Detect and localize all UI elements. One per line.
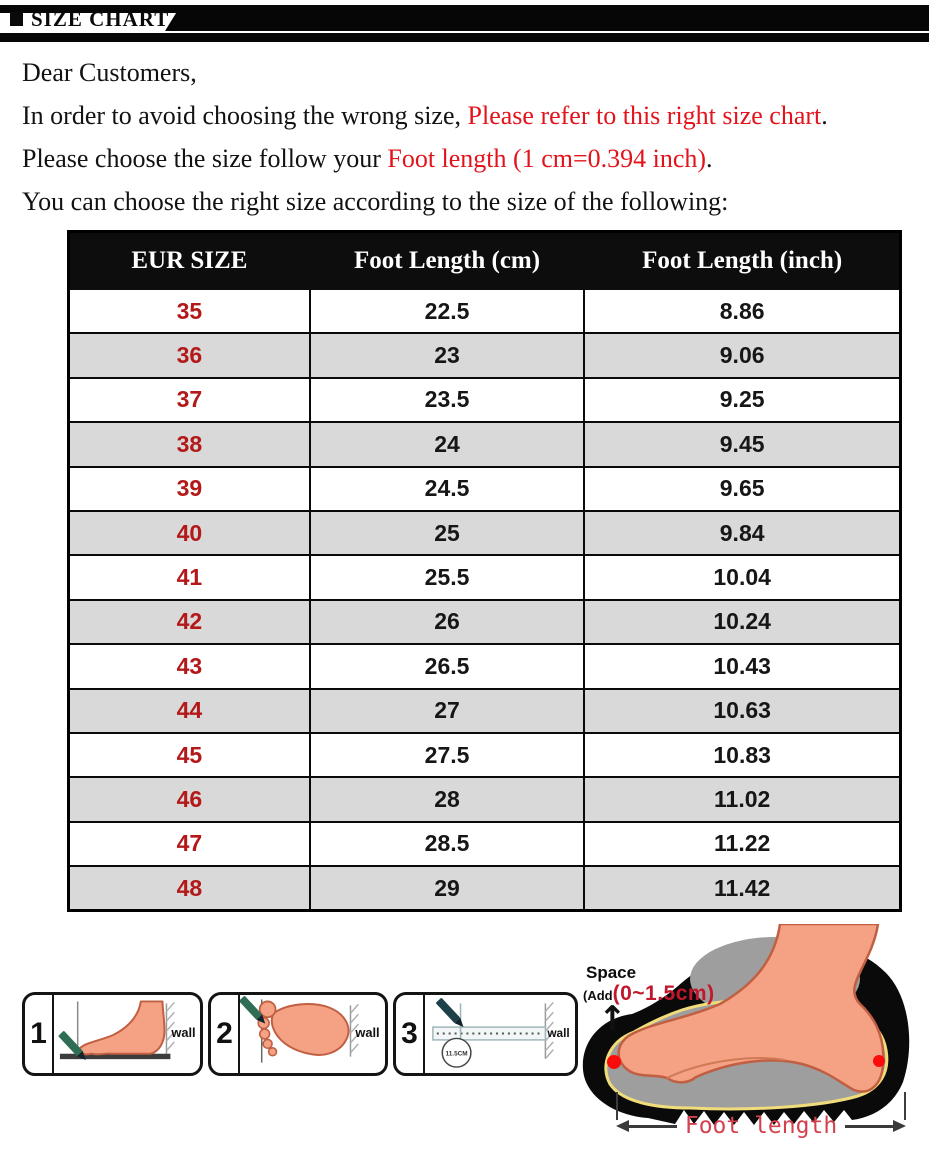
step-number: 1 bbox=[25, 995, 54, 1073]
foot-length-cell: 27 bbox=[310, 689, 585, 733]
foot-length-cell: 26.5 bbox=[310, 644, 585, 688]
foot-length-cell: 9.84 bbox=[584, 511, 900, 555]
table-row bbox=[69, 733, 901, 777]
banner-bottom-bar bbox=[0, 33, 929, 42]
eur-size-cell: 43 bbox=[69, 644, 310, 688]
eur-size-cell: 42 bbox=[69, 600, 310, 644]
table-row bbox=[69, 822, 901, 866]
step3-ruler-illustration bbox=[425, 995, 575, 1073]
eur-size-cell: 38 bbox=[69, 422, 310, 466]
foot-length-cell: 22.5 bbox=[310, 289, 585, 333]
foot-length-cell: 23.5 bbox=[310, 378, 585, 422]
foot-length-measure bbox=[616, 1114, 906, 1138]
intro-text bbox=[0, 44, 935, 217]
table-row bbox=[69, 422, 901, 466]
pencil-icon bbox=[436, 998, 467, 1030]
banner-wedge bbox=[165, 5, 929, 31]
foot-length-cell: 8.86 bbox=[584, 289, 900, 333]
eur-size-cell: 41 bbox=[69, 555, 310, 599]
measuring-instructions bbox=[0, 924, 935, 1165]
wall-label: wall bbox=[547, 1026, 570, 1041]
space-label: Space bbox=[586, 963, 637, 983]
foot-length-cell: 10.63 bbox=[584, 689, 900, 733]
arrow-right-icon bbox=[893, 1120, 906, 1132]
wall-label: wall bbox=[171, 1025, 196, 1041]
foot-length-cell: 29 bbox=[310, 866, 585, 911]
eur-size-cell: 44 bbox=[69, 689, 310, 733]
eur-size-cell: 35 bbox=[69, 289, 310, 333]
foot-side-icon bbox=[79, 1002, 164, 1055]
banner bbox=[0, 0, 935, 44]
banner-title-wrap bbox=[10, 7, 170, 31]
measure-line bbox=[845, 1125, 893, 1128]
foot-length-cell: 24.5 bbox=[310, 467, 585, 511]
foot-length-cell: 27.5 bbox=[310, 733, 585, 777]
foot-length-cell: 24 bbox=[310, 422, 585, 466]
advice-line-2: Please choose the size follow your Foot length (1 cm=0.394 inch). bbox=[22, 144, 713, 173]
eur-size-cell: 45 bbox=[69, 733, 310, 777]
eur-size-cell: 39 bbox=[69, 467, 310, 511]
eur-size-cell: 40 bbox=[69, 511, 310, 555]
table-row bbox=[69, 600, 901, 644]
col-header-foot-length-cm: Foot Length (cm) bbox=[310, 232, 585, 290]
toe-point-dot bbox=[607, 1055, 621, 1069]
foot-length-cell: 28.5 bbox=[310, 822, 585, 866]
toe bbox=[263, 1040, 272, 1049]
toe bbox=[269, 1048, 277, 1056]
toe bbox=[260, 1030, 270, 1040]
foot-length-cell: 10.04 bbox=[584, 555, 900, 599]
advice-line-1-highlight: Please refer to this right size chart bbox=[467, 101, 822, 130]
table-row bbox=[69, 378, 901, 422]
greeting-line: Dear Customers, bbox=[22, 58, 197, 87]
col-header-foot-length-inch: Foot Length (inch) bbox=[584, 232, 900, 290]
advice-line-3: You can choose the right size according to the size of the following: bbox=[22, 187, 729, 216]
foot-length-cell: 26 bbox=[310, 600, 585, 644]
foot-length-cell: 9.25 bbox=[584, 378, 900, 422]
foot-length-label: Foot length bbox=[684, 1113, 838, 1140]
foot-top-icon bbox=[272, 1005, 349, 1056]
foot-length-cell: 9.65 bbox=[584, 467, 900, 511]
step-box-2 bbox=[208, 992, 388, 1076]
up-arrow-icon: ↑ bbox=[598, 999, 627, 1040]
table-row bbox=[69, 777, 901, 821]
foot-length-cell: 9.06 bbox=[584, 333, 900, 377]
foot-length-cell: 9.45 bbox=[584, 422, 900, 466]
size-table-body bbox=[69, 289, 901, 911]
foot-length-cell: 23 bbox=[310, 333, 585, 377]
table-row bbox=[69, 467, 901, 511]
foot-length-cell: 25 bbox=[310, 511, 585, 555]
foot-length-cell: 11.22 bbox=[584, 822, 900, 866]
measure-end-tick bbox=[904, 1092, 906, 1120]
eur-size-cell: 46 bbox=[69, 777, 310, 821]
table-row bbox=[69, 866, 901, 911]
eur-size-cell: 37 bbox=[69, 378, 310, 422]
step2-foot-top-illustration bbox=[240, 995, 385, 1073]
add-label: (Add bbox=[583, 988, 613, 1004]
table-row bbox=[69, 289, 901, 333]
foot-length-cell: 11.42 bbox=[584, 866, 900, 911]
foot-length-cell: 10.83 bbox=[584, 733, 900, 777]
advice-line-1: In order to avoid choosing the wrong size, Please refer to this right size chart. bbox=[22, 101, 828, 130]
step-box-1 bbox=[22, 992, 203, 1076]
table-row bbox=[69, 555, 901, 599]
ruler-measure-label: 11.5CM bbox=[445, 1051, 468, 1059]
foot-length-cell: 28 bbox=[310, 777, 585, 821]
table-row bbox=[69, 333, 901, 377]
range-label: (0~1.5cm) bbox=[612, 982, 715, 1006]
measure-line bbox=[629, 1125, 677, 1128]
square-bullet-icon bbox=[10, 12, 23, 26]
step-number: 3 bbox=[396, 995, 425, 1073]
foot-length-cell: 10.43 bbox=[584, 644, 900, 688]
advice-line-2-highlight: Foot length (1 cm=0.394 inch) bbox=[387, 144, 707, 173]
table-row bbox=[69, 689, 901, 733]
foot-length-cell: 11.02 bbox=[584, 777, 900, 821]
arrow-left-icon bbox=[616, 1120, 629, 1132]
wall-label: wall bbox=[355, 1025, 380, 1041]
foot-length-cell: 25.5 bbox=[310, 555, 585, 599]
table-row bbox=[69, 644, 901, 688]
foot-length-cell: 10.24 bbox=[584, 600, 900, 644]
page-title: SIZE CHART bbox=[31, 7, 170, 31]
heel-point-dot bbox=[873, 1055, 885, 1067]
eur-size-cell: 48 bbox=[69, 866, 310, 911]
step-box-3 bbox=[393, 992, 578, 1076]
eur-size-cell: 47 bbox=[69, 822, 310, 866]
size-table bbox=[67, 230, 902, 912]
col-header-eur-size: EUR SIZE bbox=[69, 232, 310, 290]
step-number: 2 bbox=[211, 995, 240, 1073]
step1-foot-side-illustration bbox=[54, 995, 200, 1073]
table-row bbox=[69, 511, 901, 555]
measure-end-tick bbox=[616, 1092, 618, 1120]
eur-size-cell: 36 bbox=[69, 333, 310, 377]
table-header-row bbox=[69, 232, 901, 290]
